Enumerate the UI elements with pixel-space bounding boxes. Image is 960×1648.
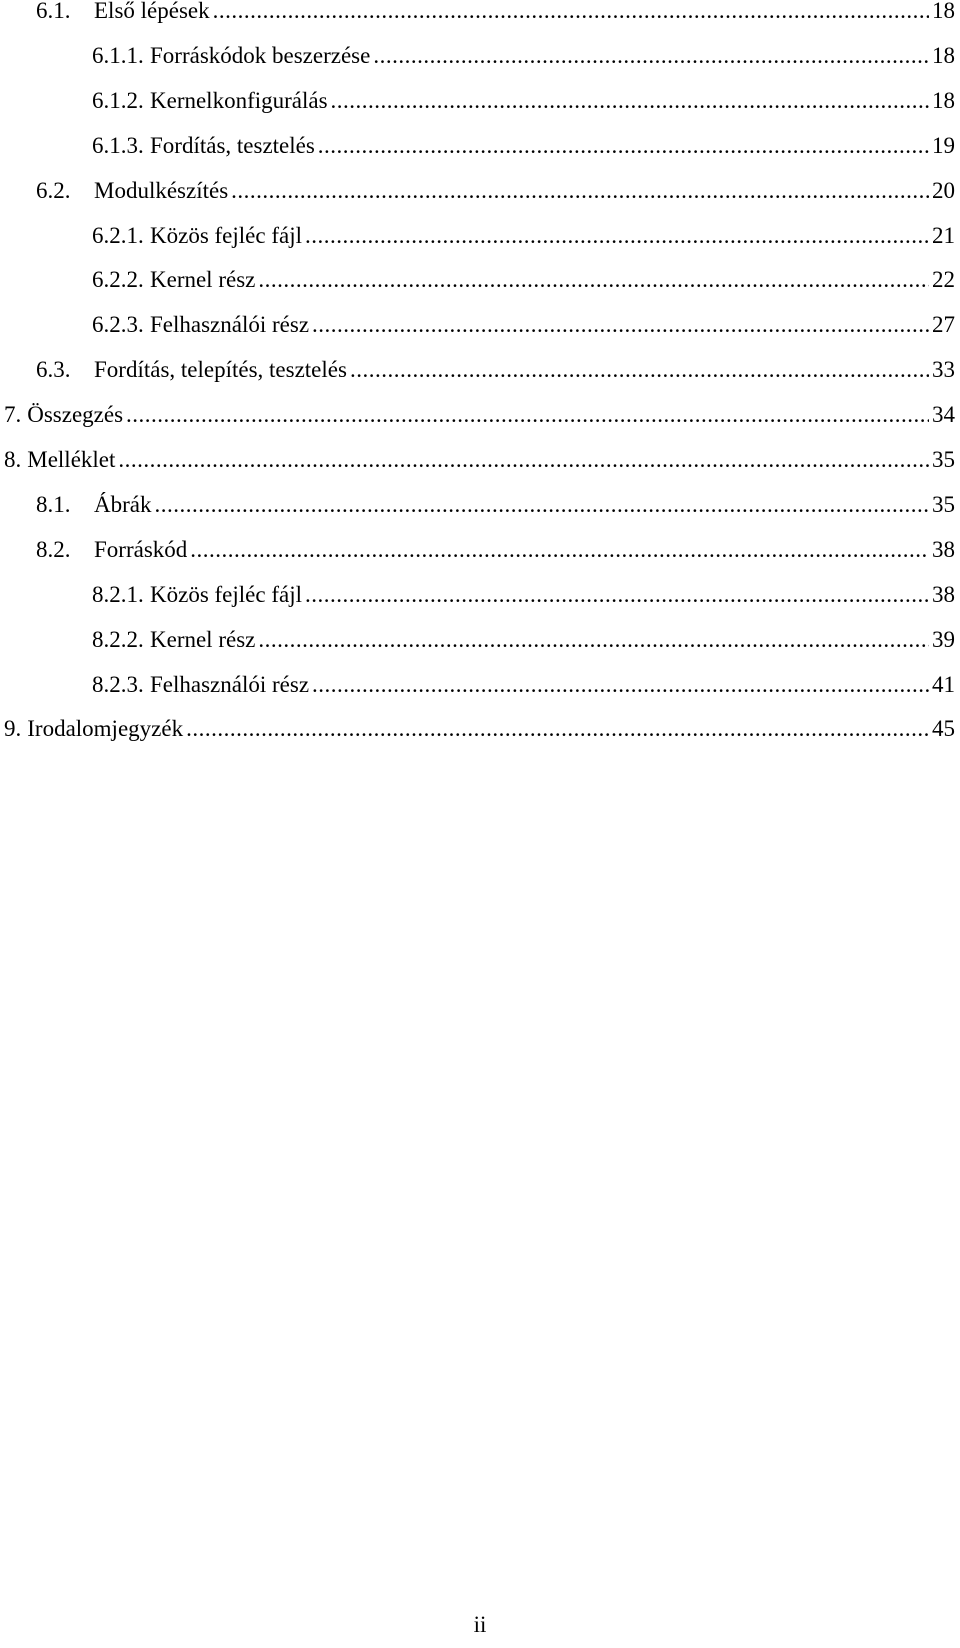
toc-entry-page: 39 [932, 626, 955, 652]
toc-dot-leader [154, 492, 929, 518]
toc-entry[interactable] [92, 312, 955, 344]
toc-entry-page: 41 [932, 671, 955, 697]
toc-entry-title: Kernel rész [150, 626, 256, 652]
toc-dot-leader [305, 223, 929, 249]
toc-entry-page: 35 [932, 491, 955, 517]
toc-entry[interactable] [36, 492, 955, 524]
toc-entry[interactable] [92, 627, 955, 659]
toc-entry[interactable] [92, 267, 955, 299]
toc-entry[interactable] [36, 357, 955, 389]
toc-entry-title: Forráskódok beszerzése [150, 42, 371, 68]
toc-entry-number: 6.2. [36, 177, 71, 203]
toc-dot-leader [258, 627, 929, 653]
toc-entry-title: Közös fejléc fájl [150, 222, 302, 248]
toc-entry[interactable] [92, 43, 955, 75]
toc-entry-title: Kernel rész [150, 267, 256, 293]
toc-dot-leader [213, 0, 929, 24]
toc-entry-number: 6.1.2. [92, 87, 144, 113]
toc-entry[interactable] [92, 223, 955, 255]
toc-entry-number: 8.2. [36, 536, 71, 562]
toc-entry-number: 9. [4, 716, 22, 742]
toc-entry-title: Fordítás, telepítés, tesztelés [94, 357, 347, 383]
toc-entry-number: 6.1.3. [92, 132, 144, 158]
toc-dot-leader [373, 43, 929, 69]
toc-entry-number: 8.2.2. [92, 626, 144, 652]
toc-entry-number: 8.2.1. [92, 581, 144, 607]
toc-entry-title: Fordítás, tesztelés [150, 132, 315, 158]
toc-entry[interactable] [4, 716, 955, 748]
toc-entry-page: 20 [932, 177, 955, 203]
toc-dot-leader [231, 178, 929, 204]
toc-entry-title: Összegzés [27, 402, 124, 428]
toc-entry-page: 18 [932, 0, 955, 23]
page-number: ii [473, 1612, 487, 1637]
toc-entry[interactable] [92, 88, 955, 120]
toc-dot-leader [318, 133, 929, 159]
toc-entry-page: 45 [932, 716, 955, 742]
toc-entry-title: Irodalomjegyzék [27, 716, 184, 742]
toc-entry-page: 19 [932, 132, 955, 158]
toc-dot-leader [312, 672, 929, 698]
toc-entry-number: 7. [4, 402, 22, 428]
toc-entry-number: 6.2.1. [92, 222, 144, 248]
toc-entry-page: 18 [932, 42, 955, 68]
toc-entry-title: Felhasználói rész [150, 312, 310, 338]
toc-entry-title: Felhasználói rész [150, 671, 310, 697]
toc-dot-leader [126, 402, 929, 428]
toc-dot-leader [258, 267, 929, 293]
toc-dot-leader [312, 312, 929, 338]
toc-entry-title: Forráskód [94, 536, 188, 562]
toc-entry-page: 27 [932, 312, 955, 338]
toc-entry[interactable] [4, 447, 955, 479]
toc-entry[interactable] [36, 0, 955, 30]
toc-dot-leader [186, 716, 929, 742]
toc-entry-number: 6.2.3. [92, 312, 144, 338]
toc-entry-page: 33 [932, 357, 955, 383]
toc-dot-leader [350, 357, 929, 383]
toc-entry-number: 6.3. [36, 357, 71, 383]
toc-entry[interactable] [92, 133, 955, 165]
toc-dot-leader [305, 582, 929, 608]
toc-entry-number: 6.1.1. [92, 42, 144, 68]
toc-entry-page: 18 [932, 87, 955, 113]
toc-entry[interactable] [36, 537, 955, 569]
toc-entry-page: 22 [932, 267, 955, 293]
toc-entry-number: 8.1. [36, 491, 71, 517]
toc-dot-leader [190, 537, 929, 563]
toc-entry[interactable] [4, 402, 955, 434]
toc-dot-leader [118, 447, 929, 473]
toc-entry[interactable] [92, 672, 955, 704]
toc-entry-page: 34 [932, 402, 955, 428]
toc-entry-page: 38 [932, 536, 955, 562]
toc-entry[interactable] [92, 582, 955, 614]
toc-entry-number: 6.2.2. [92, 267, 144, 293]
toc-entry-page: 35 [932, 447, 955, 472]
toc-entry[interactable] [36, 178, 955, 210]
toc-entry-title: Első lépések [94, 0, 210, 23]
toc-entry-title: Melléklet [27, 447, 116, 472]
toc-entry-title: Ábrák [94, 491, 152, 517]
toc-entry-number: 8. [4, 447, 22, 472]
toc-entry-page: 21 [932, 222, 955, 248]
toc-entry-number: 6.1. [36, 0, 71, 23]
toc-entry-title: Modulkészítés [94, 177, 229, 203]
toc-entry-title: Kernelkonfigurálás [150, 87, 328, 113]
toc-entry-page: 38 [932, 581, 955, 607]
toc-entry-number: 8.2.3. [92, 671, 144, 697]
toc-dot-leader [331, 88, 929, 114]
toc-entry-title: Közös fejléc fájl [150, 581, 302, 607]
